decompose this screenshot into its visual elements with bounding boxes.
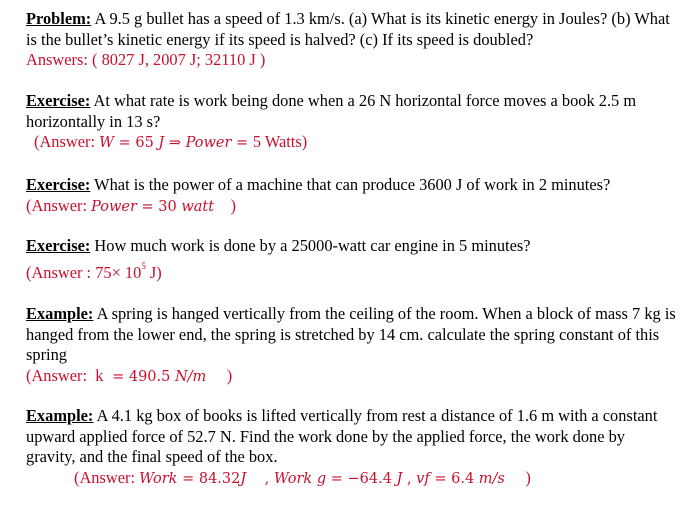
example2-j2: J [391,470,403,487]
exercise1-eq2: = [231,135,253,151]
example1-eq: = [107,368,129,385]
example1-val: 490.5 [128,368,175,385]
problem-statement [26,9,676,50]
example2-answer [26,468,676,490]
example1-statement [26,304,676,366]
exercise1-answer-open: (Answer: [34,132,100,151]
example2-answer-open: (Answer: [74,467,140,487]
example2-eq2: = [326,470,348,487]
example1-text: A spring is hanged vertically from the ceiling of the room. When a block of mass 7 kg is hanged from the lower end, the spring is stretched by 14 cm. calculate the spring constant of this spring [26,304,676,364]
example2-workg: Work g [273,470,327,487]
problem-answer: Answers: ( 8027 J, 2007 J; 32110 J ) [26,50,266,69]
example1-answer [26,366,676,388]
example2-label: Example: [26,406,94,425]
exercise1-j: J [153,135,165,151]
exercise3-label: Exercise: [26,236,91,255]
exercise1-block [26,91,676,154]
exercise1-statement [26,91,676,132]
example1-unit: N/m [174,368,207,385]
exercise1-power: Power [185,135,232,151]
example1-close: ) [206,365,233,385]
exercise2-eq: = [136,198,159,215]
example2-block [26,406,676,489]
exercise2-block [26,175,676,217]
example2-work: Work [139,470,178,487]
example1-block [26,304,676,387]
exercise3-block [26,236,676,283]
exercise1-val2: 5 Watts) [252,132,308,151]
exercise3-answer-open: (Answer : 75× 10 [26,262,142,282]
exercise1-w: W [99,135,114,151]
example2-val2: −64.4 [347,470,392,487]
exercise2-answer [26,196,676,218]
example2-eq1: = [177,470,199,487]
example1-label: Example: [26,304,94,323]
exercise2-text: What is the power of a machine that can produce 3600 J of work in 2 minutes? [90,175,611,194]
example2-val3: 6.4 [451,470,479,487]
exercise2-val: 30 [158,198,177,215]
example2-comma2: , [402,470,417,487]
exercise2-close: ) [214,195,236,215]
exercise2-answer-open: (Answer: [26,195,92,215]
exercise1-val1: 65 [135,135,154,151]
example2-vf: vf [416,470,430,487]
problem-block [26,9,676,71]
example2-eq3: = [429,470,452,487]
example2-text: A 4.1 kg box of books is lifted vertically from rest a distance of 1.6 m with a constant upward applied force of 52.7 N. Find the work done by the applied force, the work done by gravity, and the final speed of the box. [26,406,658,466]
example2-close: ) [504,467,531,487]
problem-text: A 9.5 g bullet has a speed of 1.3 km/s. (a) What is its kinetic energy in Joules? (b) What is the bullet’s kinetic energy if its speed is halved? (c) If its speed is doubled? [26,9,670,49]
exercise1-arrow: ⇒ [164,135,186,151]
exercise2-label: Exercise: [26,175,91,194]
exercise1-text: At what rate is work being done when a 26 N horizontal force moves a book 2.5 m horizontally in 13 s? [26,91,637,131]
exercise1-eq1: = [114,135,136,151]
example2-ms: m/s [478,470,505,487]
exercise1-answer [26,132,676,154]
exercise3-answer [26,260,676,284]
problem-label: Problem: [26,9,92,28]
example2-j1: J [240,470,247,487]
exercise3-statement [26,236,676,257]
example2-val1: 84.32 [198,470,241,487]
exercise3-exponent: 5 [141,260,146,271]
exercise2-unit: watt [176,198,215,215]
example2-statement [26,406,676,468]
example1-answer-open: (Answer: k [26,365,108,385]
exercise2-statement [26,175,676,196]
exercise2-power: Power [91,198,137,215]
exercise1-label: Exercise: [26,91,91,110]
example2-comma: , [246,470,274,487]
exercise3-text: How much work is done by a 25000-watt car engine in 5 minutes? [90,236,531,255]
exercise3-answer-close: J) [145,262,162,282]
